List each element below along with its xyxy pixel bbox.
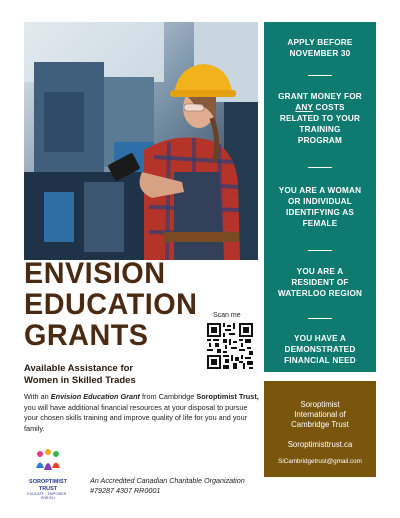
title-line-3: GRANTS — [24, 319, 149, 352]
grant-money-item — [264, 91, 376, 146]
gender-line-3: IDENTIFYING AS — [286, 208, 354, 217]
body-from: from Cambridge — [139, 392, 197, 401]
org-name-line-1: Soroptimist — [300, 400, 340, 409]
soroptimist-trust: Soroptimist Trust, — [196, 392, 259, 401]
gender-line-4: FEMALE — [302, 219, 338, 228]
divider — [308, 318, 332, 319]
grant-money-line-5: PROGRAM — [297, 136, 343, 145]
subheading-line-2: Women in Skilled Trades — [24, 375, 136, 386]
divider — [308, 250, 332, 251]
org-name-line-3: Cambridge Trust — [291, 420, 349, 429]
divider — [308, 75, 332, 76]
any-underlined: ANY — [295, 103, 314, 112]
deadline-item — [264, 37, 376, 59]
logo-figures-icon — [22, 448, 74, 474]
org-name-line-2: International of — [294, 410, 346, 419]
logo-name-line-1: SOROPTIMIST — [29, 479, 67, 485]
residency-line-2: RESIDENT OF — [291, 278, 349, 287]
title-line-2: EDUCATION — [24, 288, 198, 321]
grant-name: Envision Education Grant — [50, 392, 140, 401]
hero-photo — [24, 22, 258, 260]
grant-money-line-3: RELATED TO YOUR — [279, 114, 361, 123]
eligibility-panel — [264, 22, 376, 372]
soroptimist-trust-logo — [22, 448, 74, 504]
residency-line-3: WATERLOO REGION — [277, 289, 363, 298]
charity-number: #79287 4307 RR0001 — [90, 486, 161, 495]
financial-need-line-3: FINANCIAL NEED — [284, 356, 356, 365]
residency-line-1: YOU ARE A — [296, 267, 344, 276]
gender-line-1: YOU ARE A WOMAN — [278, 186, 362, 195]
body-with-an: With an — [24, 392, 51, 401]
org-name — [264, 400, 376, 430]
gender-line-2: OR INDIVIDUAL — [287, 197, 352, 206]
grant-money-line-4: TRAINING — [299, 125, 341, 134]
deadline-line-1: APPLY BEFORE — [287, 38, 353, 47]
deadline-line-2: NOVEMBER 30 — [289, 49, 351, 58]
financial-need-line-2: DEMONSTRATED — [284, 345, 356, 354]
email-link[interactable]: SiCambridgetrust@gmail.com — [278, 458, 362, 465]
logo-name-line-2: TRUST — [38, 485, 58, 492]
divider — [308, 167, 332, 168]
body-rest: you will have additional financial resources at your disposal to pursue your chosen skills training and improve quality of life for you and your family. — [24, 402, 248, 433]
contact-panel — [264, 381, 376, 477]
website-link[interactable]: Soroptimisttrust.ca — [287, 440, 353, 449]
description-paragraph — [24, 392, 260, 434]
accreditation-line-1: An Accredited Canadian Charitable Organization — [90, 476, 245, 485]
scan-label: Scan me — [213, 312, 241, 319]
grant-money-line-2 — [264, 102, 376, 113]
logo-tagline: EDUCATE · EMPOWER · ENRICH — [27, 492, 69, 500]
accreditation — [90, 476, 245, 496]
costs-text: COSTS — [313, 103, 345, 112]
gender-item — [264, 185, 376, 229]
subheading — [24, 363, 224, 387]
grant-money-line-1: GRANT MONEY FOR — [278, 92, 362, 101]
financial-need-item — [264, 333, 376, 366]
financial-need-line-1: YOU HAVE A — [293, 334, 347, 343]
residency-item — [264, 266, 376, 299]
title-line-1: ENVISION — [24, 257, 166, 290]
subheading-line-1: Available Assistance for — [24, 363, 134, 374]
